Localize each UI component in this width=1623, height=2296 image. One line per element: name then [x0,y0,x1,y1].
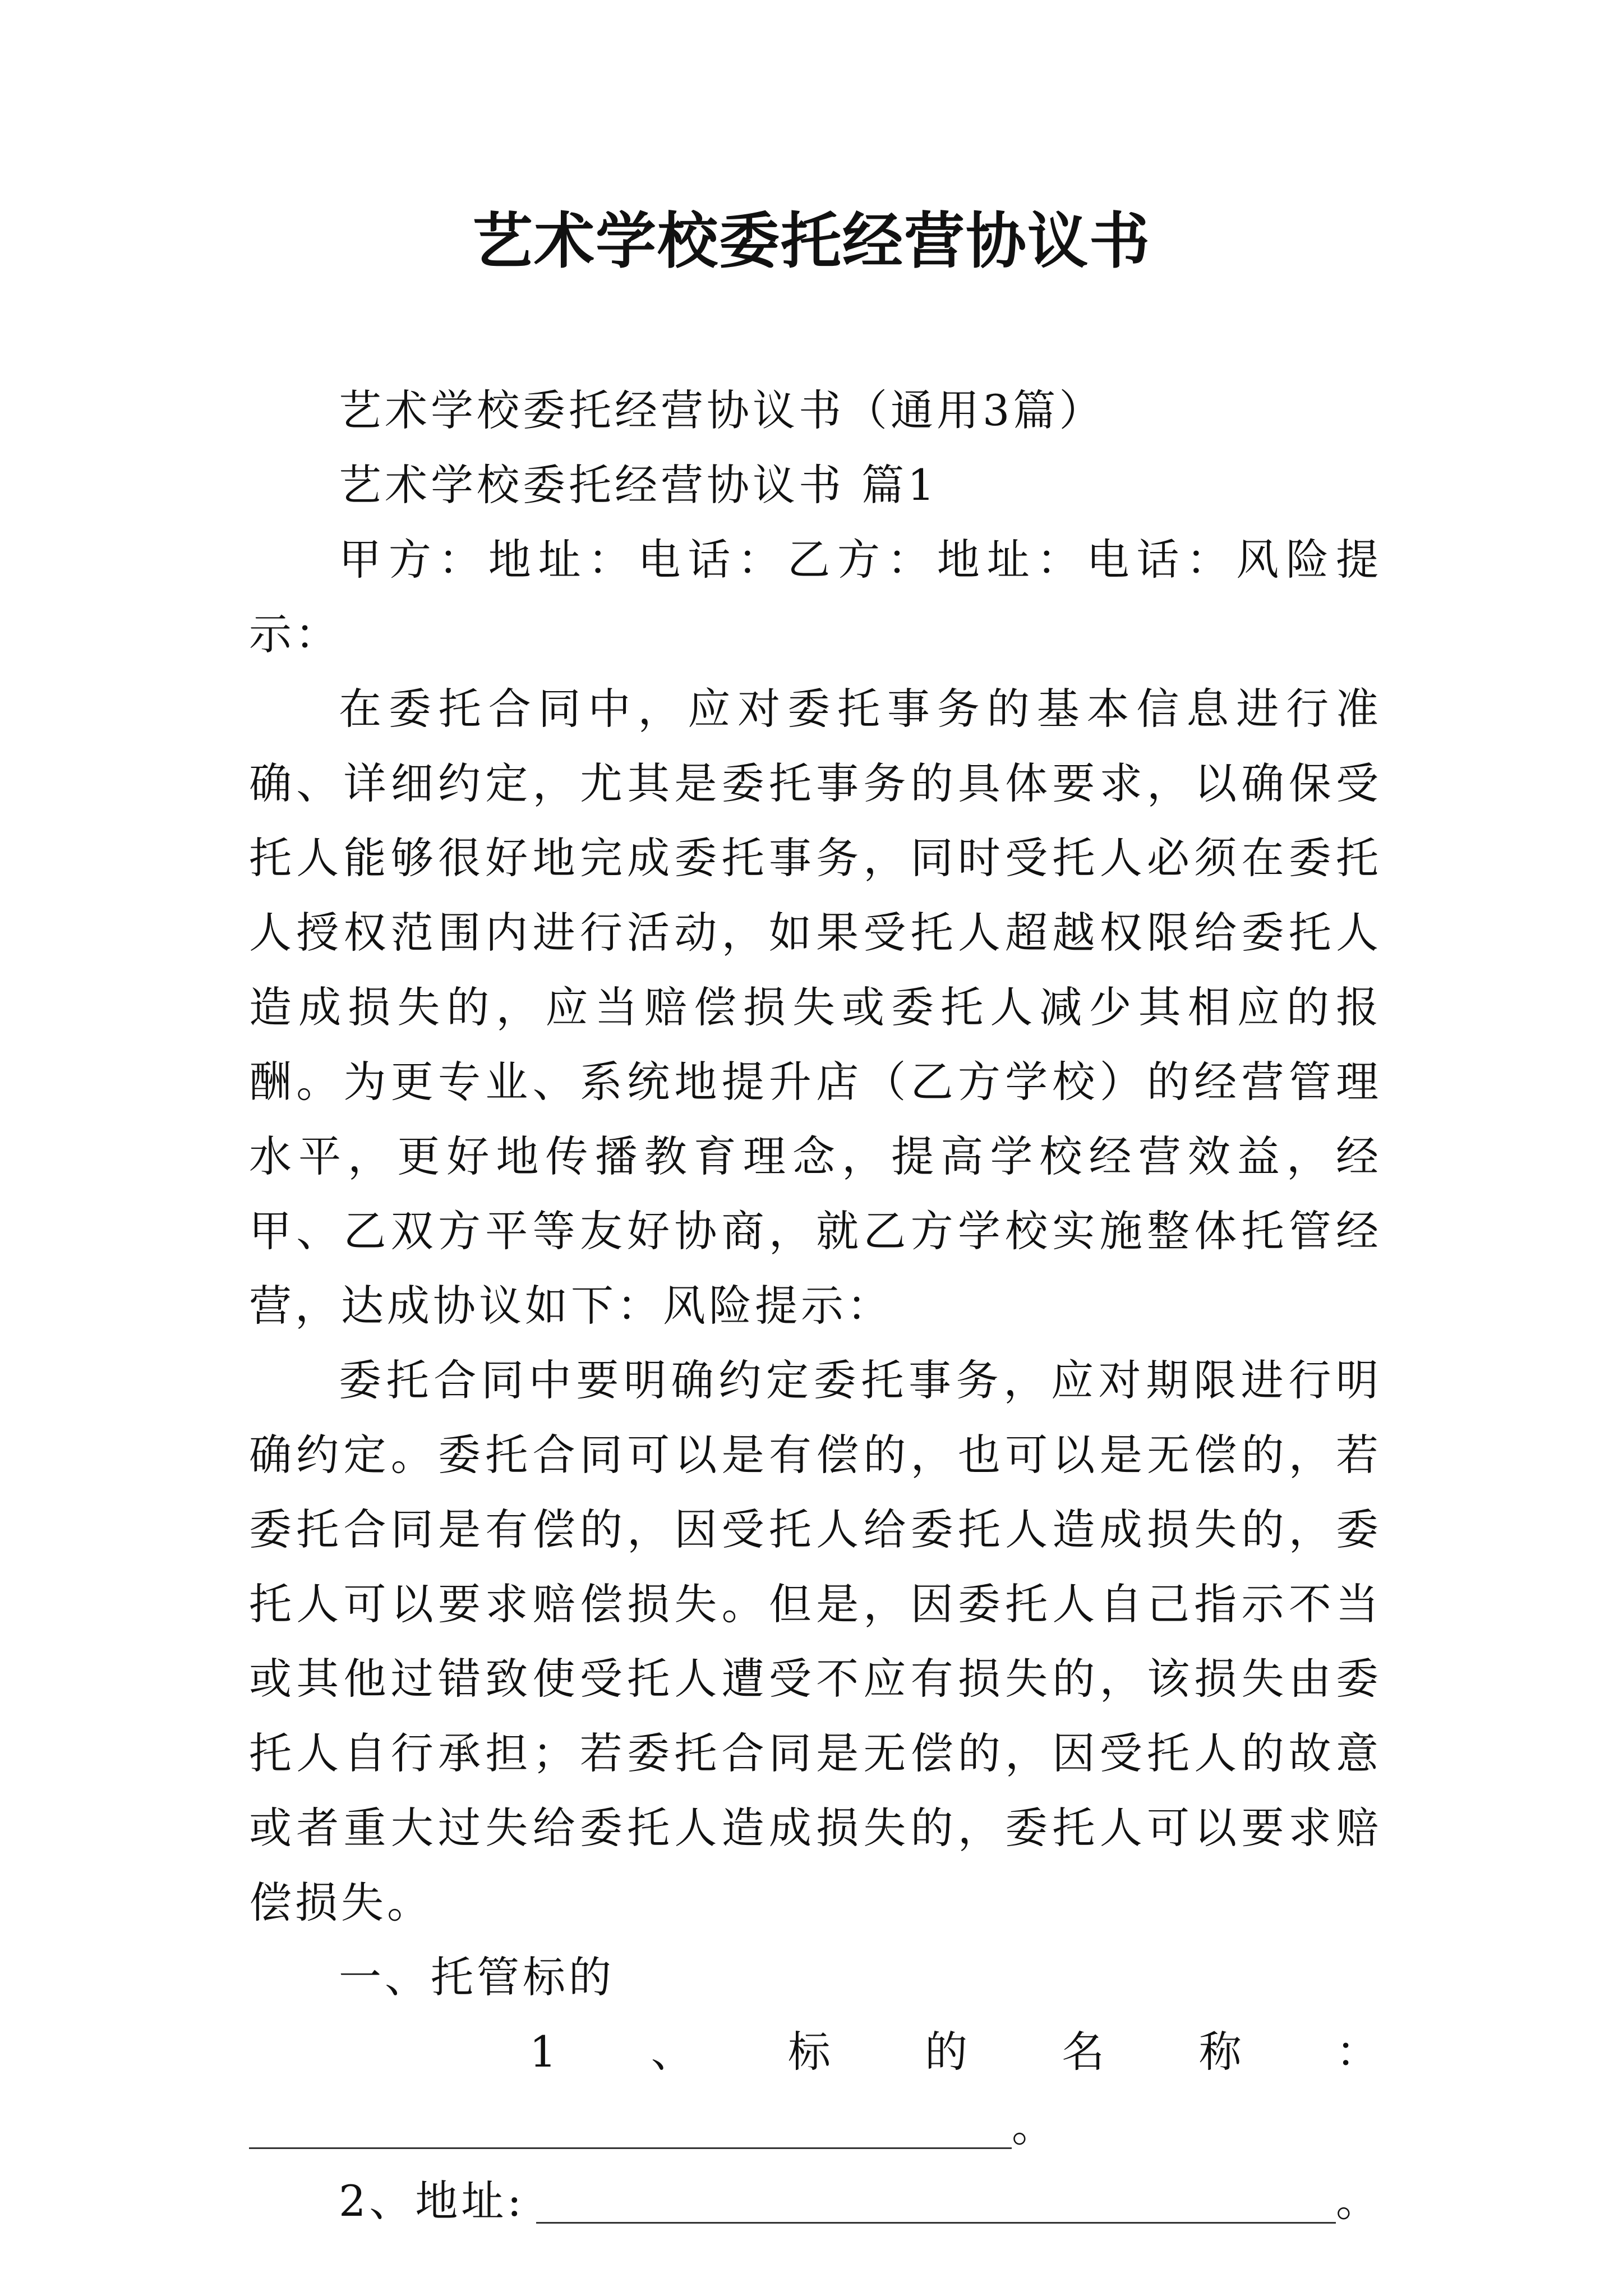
item-1-char: 1 [529,2027,560,2077]
item-2-end: 。 [1336,2176,1382,2226]
item-1-end: 。 [1012,2101,1058,2151]
section-heading: 艺术学校委托经营协议书 篇1 [339,460,938,510]
item-1-blank [249,2108,1012,2149]
item-2-line [249,2164,1382,2238]
item-2-label: 2、地址: [339,2176,525,2226]
item-1-char: 、 [651,2027,697,2077]
clause-heading: 一、托管标的 [339,1952,615,2002]
item-1-blank-line [249,2089,1382,2164]
parties-line: 甲方：地址：电话：乙方：地址：电话：风险提示： [249,535,1382,659]
subtitle: 艺术学校委托经营协议书（通用3篇） [339,385,1105,435]
item-1-label-line [249,2014,1382,2089]
document-body [249,373,1382,2238]
item-1-char: 称 [1198,2027,1245,2077]
item-1-char: 标 [787,2027,834,2077]
item-1-char: 的 [925,2027,971,2077]
item-1-char: 名 [1062,2027,1108,2077]
paragraph-1: 在委托合同中，应对委托事务的基本信息进行准确、详细约定，尤其是委托事务的具体要求，以确保受托人能够很好地完成委托事务，同时受托人必须在委托人授权范围内进行活动，如果受托人超越权限给委托人造成损失的，应当赔偿损失或委托人减少其相应的报酬。为更专业、系统地提升店（乙方学校）的经营管理水平，更好地传播教育理念，提高学校经营效益，经甲、乙双方平等友好协商，就乙方学校实施整体托管经营，达成协议如下：风险提示： [249,684,1382,1331]
item-2-blank [536,2183,1336,2224]
item-1-char: ： [1335,2027,1382,2077]
paragraph-2: 委托合同中要明确约定委托事务，应对期限进行明确约定。委托合同可以是有偿的，也可以是无偿的，若委托合同是有偿的，因受托人给委托人造成损失的，委托人可以要求赔偿损失。但是，因委托人自己指示不当或其他过错致使受托人遭受不应有损失的，该损失由委托人自行承担；若委托合同是无偿的，因受托人的故意或者重大过失给委托人造成损失的，委托人可以要求赔偿损失。 [249,1355,1382,1927]
document-title: 艺术学校委托经营协议书 [472,206,1151,277]
